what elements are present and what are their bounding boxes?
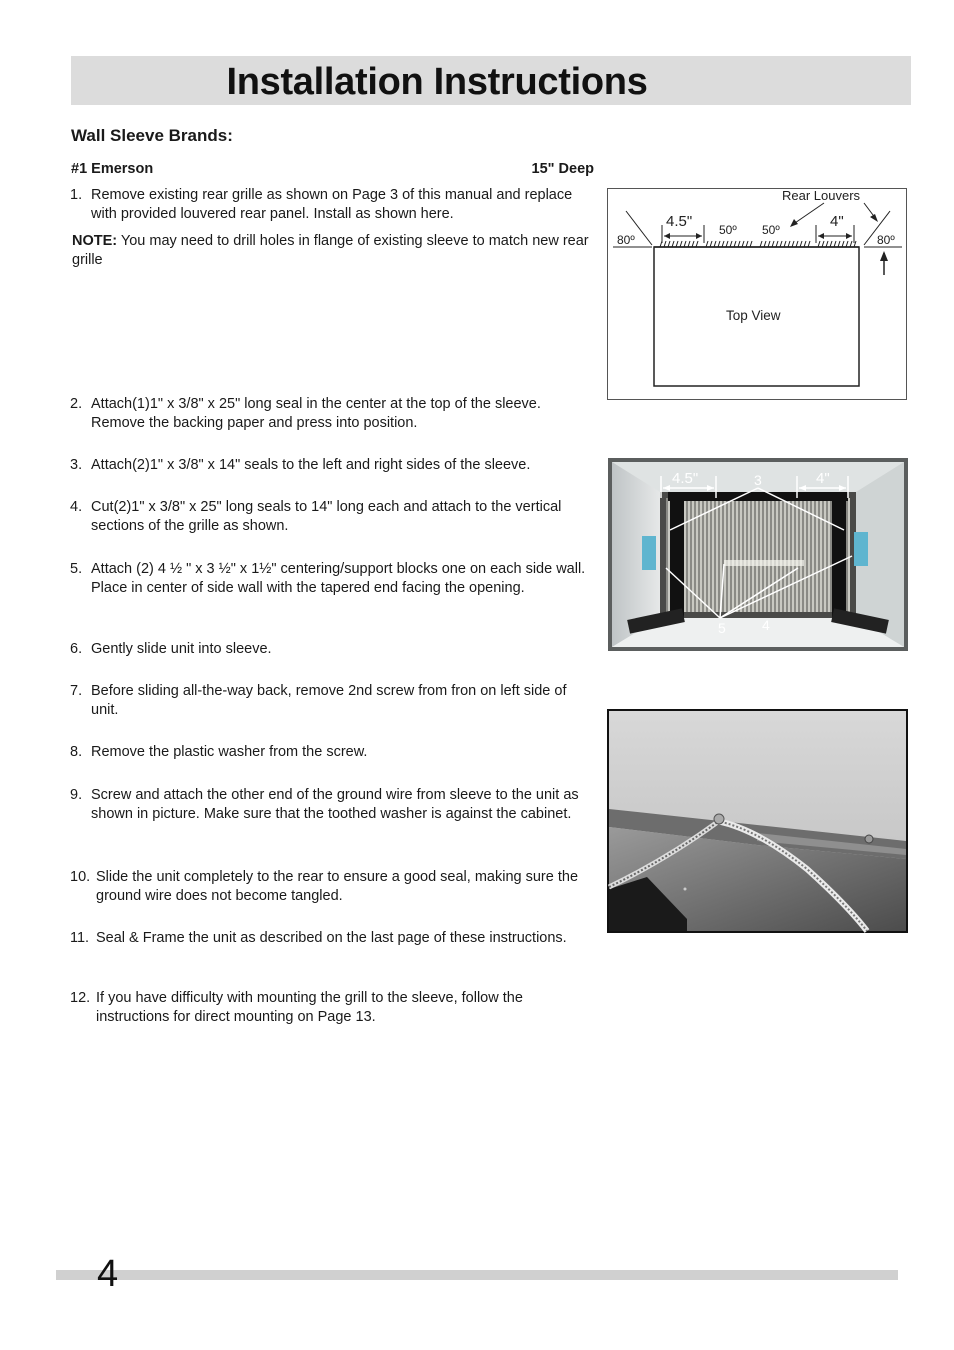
- note-label: NOTE:: [72, 233, 118, 249]
- section-heading: Wall Sleeve Brands:: [71, 126, 233, 145]
- step-8: [70, 743, 595, 762]
- note: [72, 232, 592, 270]
- sleeve-interior-drawing: [608, 458, 908, 651]
- step-12: [70, 989, 595, 1027]
- step-2: [70, 395, 595, 433]
- brand-name: #1 Emerson: [71, 161, 154, 177]
- step-text: Remove existing rear grille as shown on Page 3 of this manual and replace with provided louvered rear panel. Install as shown here.: [91, 187, 573, 222]
- step-number: 9.: [70, 787, 83, 803]
- angle-mid-left: 50º: [719, 223, 737, 237]
- step-text: Attach (2) 4 ½ " x 3 ½" x 1½" centering/support blocks one on each side wall. Place in center of side wall with the tapered end facing the opening.: [91, 561, 586, 596]
- step-number: 12.: [70, 990, 91, 1006]
- step-9: [70, 786, 595, 824]
- step-1: [70, 186, 595, 224]
- step-number: 8.: [70, 744, 83, 760]
- title-bar: [71, 56, 911, 105]
- ground-wire-photo: [607, 709, 908, 933]
- footer-bar: [56, 1270, 898, 1280]
- step-10: [70, 868, 595, 906]
- page-number: 4: [97, 1253, 119, 1295]
- angle-left: 80º: [617, 233, 635, 247]
- rear-louvers-label: Rear Louvers: [782, 189, 861, 203]
- step-11: [70, 929, 595, 948]
- louver-hatching: [660, 241, 856, 247]
- step-number: 6.: [70, 641, 83, 657]
- top-view-drawing: [608, 189, 906, 399]
- photo-dim-right: 4": [816, 470, 830, 487]
- ground-wire-drawing: [607, 709, 908, 933]
- step-3: [70, 456, 595, 475]
- photo-label-3: 3: [754, 472, 762, 488]
- step-5: [70, 560, 595, 598]
- step-text: If you have difficulty with mounting the grill to the sleeve, follow the instructions for direct mounting on Page 13.: [96, 990, 523, 1025]
- photo-label-4: 4: [762, 617, 770, 633]
- step-text: Screw and attach the other end of the ground wire from sleeve to the unit as shown in picture. Make sure that the toothed washer is against the cabinet.: [91, 787, 579, 822]
- sleeve-depth: 15" Deep: [531, 161, 594, 177]
- step-text: Gently slide unit into sleeve.: [91, 641, 272, 657]
- brand-row: [71, 161, 594, 177]
- step-4: [70, 498, 595, 536]
- step-number: 3.: [70, 457, 83, 473]
- photo-dim-left: 4.5": [672, 470, 699, 487]
- step-number: 4.: [70, 499, 83, 515]
- top-view-label: Top View: [726, 308, 781, 323]
- step-text: Attach(1)1" x 3/8" x 25" long seal in the center at the top of the sleeve. Remove the backing paper and press into position.: [91, 396, 541, 431]
- note-text: You may need to drill holes in flange of existing sleeve to match new rear grille: [72, 233, 589, 268]
- step-6: [70, 640, 595, 659]
- step-7: [70, 682, 595, 720]
- photo-label-5: 5: [718, 620, 726, 636]
- step-number: 11.: [70, 930, 90, 946]
- angle-right: 80º: [877, 233, 895, 247]
- step-text: Attach(2)1" x 3/8" x 14" seals to the left and right sides of the sleeve.: [91, 457, 531, 473]
- page-title: Installation Instructions: [226, 61, 648, 103]
- angle-mid-right: 50º: [762, 223, 780, 237]
- step-number: 7.: [70, 683, 83, 699]
- step-text: Remove the plastic washer from the screw.: [91, 744, 368, 760]
- step-number: 5.: [70, 561, 83, 577]
- step-number: 10.: [70, 869, 91, 885]
- step-number: 1.: [70, 187, 83, 203]
- step-number: 2.: [70, 396, 83, 412]
- top-view-diagram: [607, 188, 907, 400]
- sleeve-interior-photo: [608, 458, 908, 651]
- step-text: Cut(2)1" x 3/8" x 25" long seals to 14" long each and attach to the vertical sections of the grille as shown.: [91, 499, 562, 534]
- dim-left-label: 4.5": [666, 213, 693, 230]
- step-text: Seal & Frame the unit as described on the last page of these instructions.: [96, 930, 567, 946]
- step-text: Before sliding all-the-way back, remove 2nd screw from fron on left side of unit.: [91, 683, 567, 718]
- step-text: Slide the unit completely to the rear to ensure a good seal, making sure the ground wire does not become tangled.: [96, 869, 579, 904]
- dim-right-label: 4": [830, 213, 844, 230]
